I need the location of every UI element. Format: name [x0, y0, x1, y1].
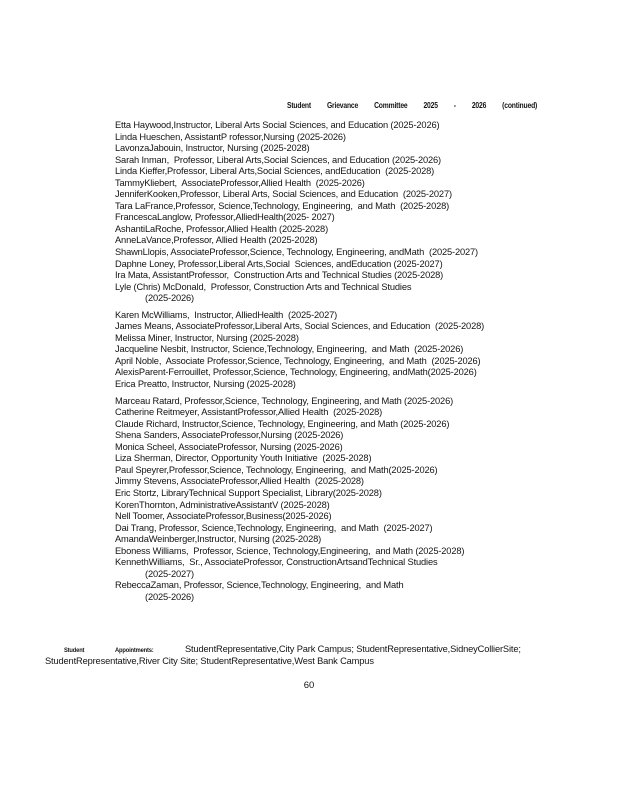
member-entry-text: Catherine Reitmeyer, AssistantProfessor,Allied Health (2025-2028)	[115, 407, 383, 418]
member-entry-text: Melissa Miner, Instructor, Nursing (2025-2028)	[115, 332, 299, 343]
header-word: -	[453, 101, 456, 110]
member-entry-text: AnneLaVance,Professor, Allied Health (2025-2028)	[115, 235, 318, 246]
list-item	[115, 120, 615, 132]
list-item	[115, 321, 615, 333]
member-entry-text: Tara LaFrance,Professor, Science,Technology, Engineering, and Math (2025-2028)	[115, 200, 450, 211]
list-item	[115, 155, 615, 167]
member-entry-text: Marceau Ratard, Professor,Science, Technology, Engineering, and Math (2025-2026)	[115, 395, 454, 406]
member-entry-text: FrancescaLanglow, Professor,AlliedHealth(2025- 2027)	[115, 212, 335, 223]
member-entry-text: Sarah Inman, Professor, Liberal Arts,Social Sciences, and Education (2025-2026)	[115, 154, 441, 165]
header-word: (continued)	[502, 101, 538, 110]
list-item	[115, 212, 615, 224]
list-item	[115, 580, 615, 603]
list-item	[115, 511, 615, 523]
member-entry-text: Erica Preatto, Instructor, Nursing (2025-2028)	[115, 379, 296, 390]
list-item	[115, 247, 615, 259]
list-item	[115, 270, 615, 282]
list-item	[115, 500, 615, 512]
member-entry-text: RebeccaZaman, Professor, Science,Technology, Engineering, and Math	[115, 580, 404, 591]
member-entry-term: (2025-2026)	[145, 293, 195, 304]
list-item	[115, 557, 615, 580]
member-entry-text: Claude Richard, Instructor,Science, Technology, Engineering, and Math (2025-2026)	[115, 418, 450, 429]
header-word: 2026	[471, 101, 487, 110]
list-item	[115, 465, 615, 477]
list-item	[115, 201, 615, 213]
header-word: 2025	[423, 101, 438, 110]
list-item	[115, 379, 615, 391]
member-entry-text: Lyle (Chris) McDonald, Professor, Construction Arts and Technical Studies	[115, 281, 412, 292]
member-entry-text: Ira Mata, AssistantProfessor, Construction Arts and Technical Studies (2025-2028)	[115, 270, 444, 281]
member-entry-text: April Noble, Associate Professor,Science, Technology, Engineering, and Math (2025-2026)	[115, 355, 481, 366]
member-entry-text: Jacqueline Nesbit, Instructor, Science,Technology, Engineering, and Math (2025-2026)	[115, 344, 464, 355]
member-entry-text: Linda Kieffer,Professor, Liberal Arts,Social Sciences, andEducation (2025-2028)	[115, 166, 435, 177]
list-item	[115, 407, 615, 419]
footnote-label-appointments: Appointments:	[115, 647, 154, 654]
footnote-label-student: Student	[64, 647, 85, 654]
list-item	[115, 546, 615, 558]
member-entry-text: Daphne Loney, Professor,Liberal Arts,Social Sciences, andEducation (2025-2027)	[115, 258, 443, 269]
list-item	[115, 344, 615, 356]
member-entry-term: (2025-2027)	[145, 568, 195, 579]
member-entry-text: Jimmy Stevens, AssociateProfessor,Allied Health (2025-2028)	[115, 476, 364, 487]
list-item	[115, 453, 615, 465]
list-item	[115, 310, 615, 322]
member-entry-text: TammyKliebert, AssociateProfessor,Allied Health (2025-2026)	[115, 177, 365, 188]
list-item	[115, 235, 615, 247]
list-item	[115, 178, 615, 190]
member-entry-text: AlexisParent-Ferrouillet, Professor,Science, Technology, Engineering, andMath(2025-2026)	[115, 367, 477, 378]
member-entry-text: JenniferKooken,Professor, Liberal Arts, Social Sciences, and Education (2025-2027)	[115, 189, 452, 200]
list-item	[115, 189, 615, 201]
header-word: Committee	[374, 101, 408, 110]
member-entry-text: KorenThornton, AdministrativeAssistantV (2025-2028)	[115, 499, 330, 510]
list-item	[115, 396, 615, 408]
member-entry-text: Dai Trang, Professor, Science,Technology, Engineering, and Math (2025-2027)	[115, 522, 433, 533]
list-item	[115, 419, 615, 431]
list-item	[115, 356, 615, 368]
member-entry-text: AshantiLaRoche, Professor,Allied Health (2025-2028)	[115, 223, 329, 234]
member-entry-text: KennethWilliams, Sr., AssociateProfessor, ConstructionArtsandTechnical Studies	[115, 557, 438, 568]
footnote-line-2: StudentRepresentative,River City Site; StudentRepresentative,West Bank Campus	[45, 655, 374, 666]
member-entry-text: Eric Stortz, LibraryTechnical Support Specialist, Library(2025-2028)	[115, 487, 382, 498]
member-entry-text: Eboness Williams, Professor, Science, Technology,Engineering, and Math (2025-2028)	[115, 545, 465, 556]
footnote-line-1: StudentRepresentative,City Park Campus; StudentRepresentative,SidneyCollierSite;	[185, 644, 521, 654]
member-entry-text: ShawnLlopis, AssociateProfessor,Science, Technology, Engineering, andMath (2025-2027)	[115, 247, 478, 258]
header-word: Grievance	[326, 101, 359, 110]
header-word: Student	[287, 101, 311, 110]
member-entry-text: Monica Scheel, AssociateProfessor, Nursing (2025-2026)	[115, 441, 343, 452]
member-entry-text: LavonzaJabouin, Instructor, Nursing (2025-2028)	[115, 143, 310, 154]
list-item	[115, 442, 615, 454]
member-entry-text: Nell Toomer, AssociateProfessor,Business(2025-2026)	[115, 511, 332, 522]
list-item	[115, 166, 615, 178]
member-entry-term: (2025-2026)	[145, 591, 195, 602]
member-entry-text: Shena Sanders, AssociateProfessor,Nursing (2025-2026)	[115, 430, 344, 441]
list-item	[115, 282, 615, 305]
list-item	[115, 143, 615, 155]
list-item	[115, 430, 615, 442]
member-entry-text: Liza Sherman, Director, Opportunity Youth Initiative (2025-2028)	[115, 453, 372, 464]
running-header	[287, 101, 537, 110]
list-item	[115, 367, 615, 379]
list-item	[115, 224, 615, 236]
member-entry-text: Etta Haywood,Instructor, Liberal Arts Social Sciences, and Education (2025-2026)	[115, 120, 440, 130]
list-item	[115, 488, 615, 500]
member-entry-text: Paul Speyrer,Professor,Science, Technology, Engineering, and Math(2025-2026)	[115, 464, 438, 475]
committee-member-list	[115, 120, 615, 603]
list-item	[115, 259, 615, 271]
page-number: 60	[303, 680, 315, 691]
member-entry-text: James Means, AssociateProfessor,Liberal Arts, Social Sciences, and Education (2025-2028)	[115, 321, 485, 332]
list-item	[115, 534, 615, 546]
member-entry-text: Linda Hueschen, AssistantP rofessor,Nursing (2025-2026)	[115, 131, 346, 142]
list-item	[115, 132, 615, 144]
list-item	[115, 333, 615, 345]
list-item	[115, 523, 615, 535]
member-entry-text: AmandaWeinberger,Instructor, Nursing (2025-2028)	[115, 534, 322, 545]
list-item	[115, 476, 615, 488]
member-entry-text: Karen McWilliams, Instructor, AlliedHealth (2025-2027)	[115, 309, 338, 320]
